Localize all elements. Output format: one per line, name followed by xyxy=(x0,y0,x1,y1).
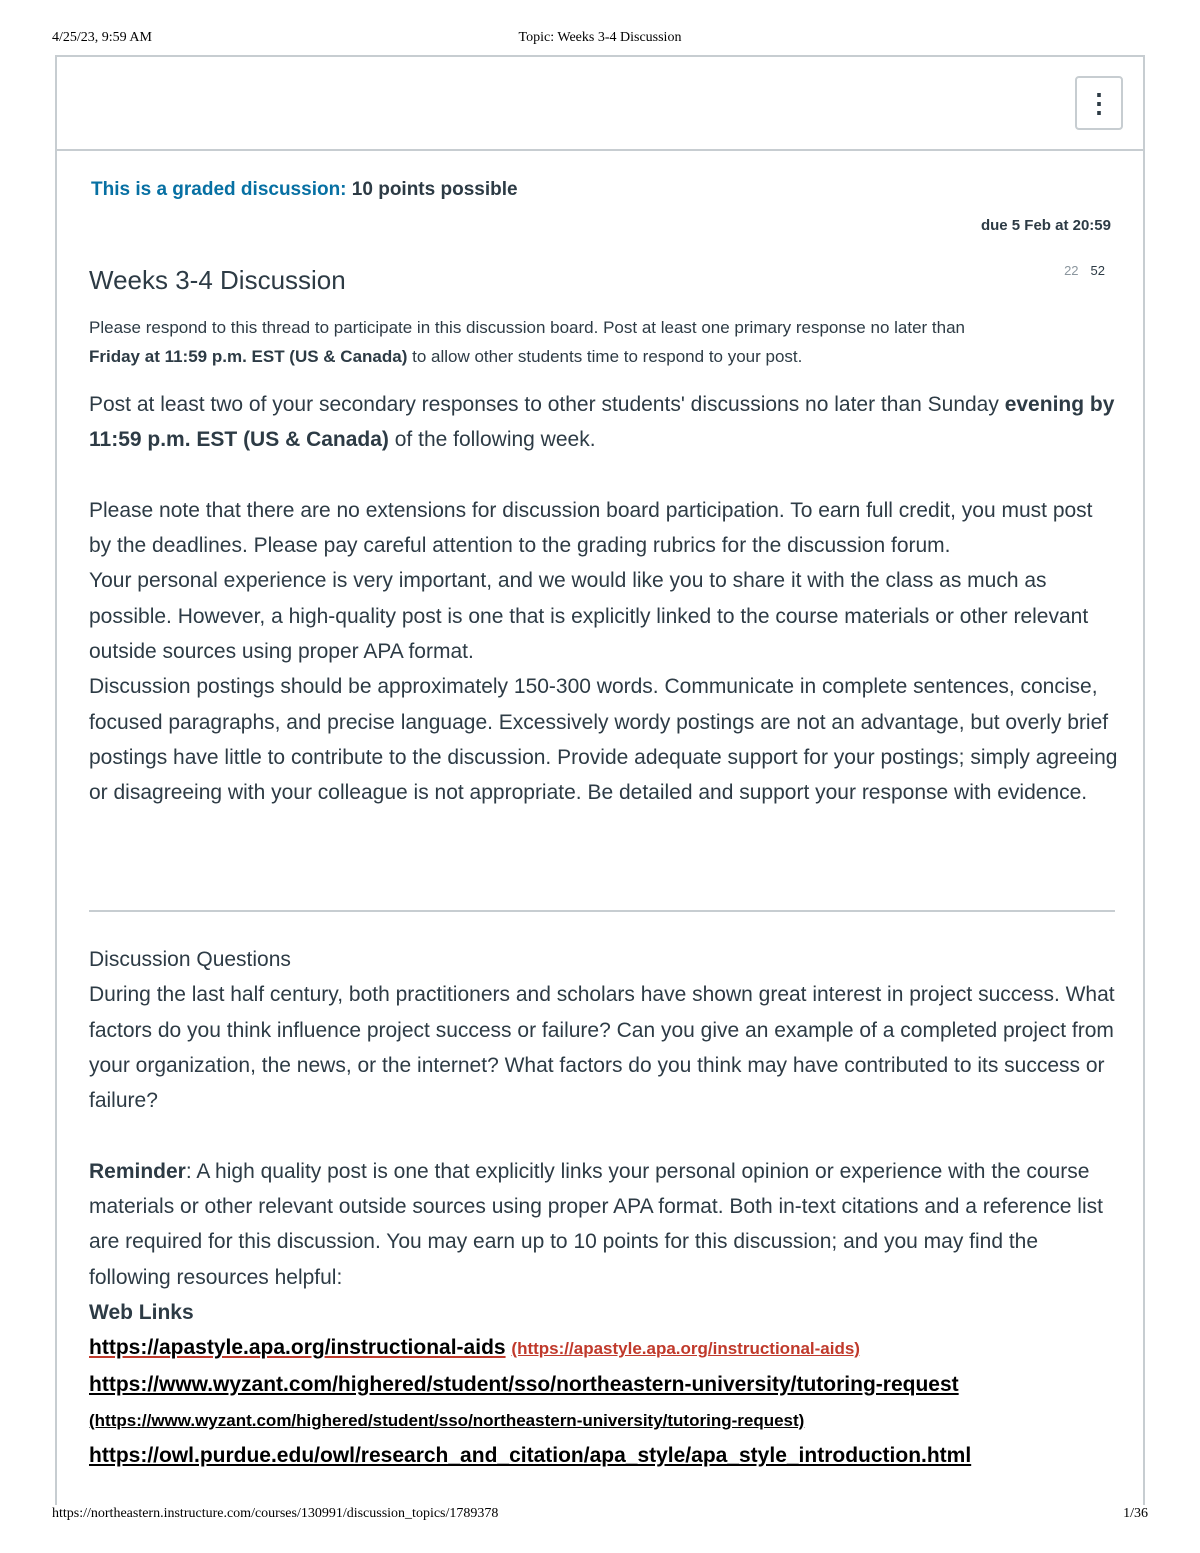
page-title: Weeks 3-4 Discussion xyxy=(89,265,346,295)
graded-notice xyxy=(91,179,518,201)
spacer xyxy=(89,458,1119,493)
web-links-heading xyxy=(89,1295,1129,1330)
questions-block xyxy=(89,942,1119,1295)
print-url: https://northeastern.instructure.com/courses/130991/discussion_topics/1789378 xyxy=(52,1506,499,1521)
print-datetime: 4/25/23, 9:59 AM xyxy=(52,30,152,45)
secondary-pre: Post at least two of your secondary responses to other students' discussions no later than Sunday xyxy=(89,393,1005,416)
reminder-text: : A high quality post is one that explicitly links your personal opinion or experience with the course materials or other relevant outside sources using proper APA format. Both in-text citations and a reference list are required for this discussion. You may earn up to 10 points for this discussion; and you may find the following resources helpful: xyxy=(89,1159,1103,1289)
intro-text xyxy=(89,313,1099,371)
unread-count: 22 xyxy=(1064,263,1079,278)
web-links xyxy=(89,1295,1129,1473)
extensions-paragraph: Please note that there are no extensions for discussion board participation. To earn full credit, you must post by the deadlines. Please pay careful attention to the grading rubrics for the discussion forum. xyxy=(89,498,1093,558)
apa-link-external[interactable]: (https://apastyle.apa.org/instructional-aids) xyxy=(511,1339,860,1359)
print-page-number: 1/36 xyxy=(1123,1506,1148,1521)
divider xyxy=(89,910,1115,912)
total-count: 52 xyxy=(1090,263,1105,278)
discussion-panel xyxy=(55,55,1145,1505)
print-header xyxy=(52,30,1148,48)
reminder-paragraph xyxy=(89,1154,1119,1295)
link-line-purdue xyxy=(89,1438,1129,1473)
questions-heading: Discussion Questions xyxy=(89,948,291,971)
discussion-toolbar xyxy=(57,57,1143,151)
reply-counts xyxy=(1064,263,1105,278)
due-date: due 5 Feb at 20:59 xyxy=(980,217,1111,234)
intro-rest: to allow other students time to respond to your post. xyxy=(407,347,803,366)
link-line-apa xyxy=(89,1330,1129,1366)
secondary-post: of the following week. xyxy=(388,428,596,452)
print-footer xyxy=(52,1506,1148,1524)
secondary-response-paragraph xyxy=(89,387,1119,458)
kebab-menu-button[interactable] xyxy=(1075,76,1123,130)
purdue-link[interactable]: https://owl.purdue.edu/owl/research_and_citation/apa_style/apa_style_introduction.html xyxy=(89,1444,972,1468)
wyzant-link[interactable]: https://www.wyzant.com/highered/student/sso/northeastern-university/tutoring-request xyxy=(89,1372,959,1396)
instructions-block xyxy=(89,387,1119,811)
questions-text: During the last half century, both practitioners and scholars have shown great interest in project success. What factors do you think influence project success or failure? Can you give an example of a completed project from your organization, the news, or the internet? What factors do you think may have contributed to its success or failure? xyxy=(89,983,1115,1113)
intro-line: Please respond to this thread to participate in this discussion board. Post at least one primary response no later than xyxy=(89,318,965,337)
kebab-menu-icon: ⋮ xyxy=(1086,88,1112,118)
postings-paragraph: Discussion postings should be approximately 150-300 words. Communicate in complete sentences, concise, focused paragraphs, and precise language. Excessively wordy postings are not an advantage, but overly brief postings have little to contribute to the discussion. Provide adequate support for your postings; simply agreeing or disagreeing with your colleague is not appropriate. Be detailed and support your response with evidence. xyxy=(89,675,1118,805)
intro-deadline: Friday at 11:59 p.m. EST (US & Canada) xyxy=(89,347,408,366)
print-title: Topic: Weeks 3-4 Discussion xyxy=(518,30,682,45)
secondary-deadline: evening by 11:59 p.m. EST (US & Canada) xyxy=(89,393,1115,452)
link-line-wyzant xyxy=(89,1367,1129,1402)
web-links-label: Web Links xyxy=(89,1301,194,1324)
points-possible: 10 points possible xyxy=(351,179,518,200)
wyzant-link-external[interactable]: (https://www.wyzant.com/highered/student/sso/northeastern-university/tutoring-request) xyxy=(89,1410,805,1430)
apa-link[interactable]: https://apastyle.apa.org/instructional-aids xyxy=(89,1336,506,1360)
graded-label: This is a graded discussion: xyxy=(91,179,347,200)
experience-paragraph: Your personal experience is very important, and we would like you to share it with the class as much as possible. However, a high-quality post is one that is explicitly linked to the course materials or other relevant outside sources using proper APA format. xyxy=(89,569,1089,664)
link-line-wyzant-external xyxy=(89,1402,1129,1438)
spacer xyxy=(89,1118,1119,1153)
reminder-label: Reminder xyxy=(89,1159,186,1183)
